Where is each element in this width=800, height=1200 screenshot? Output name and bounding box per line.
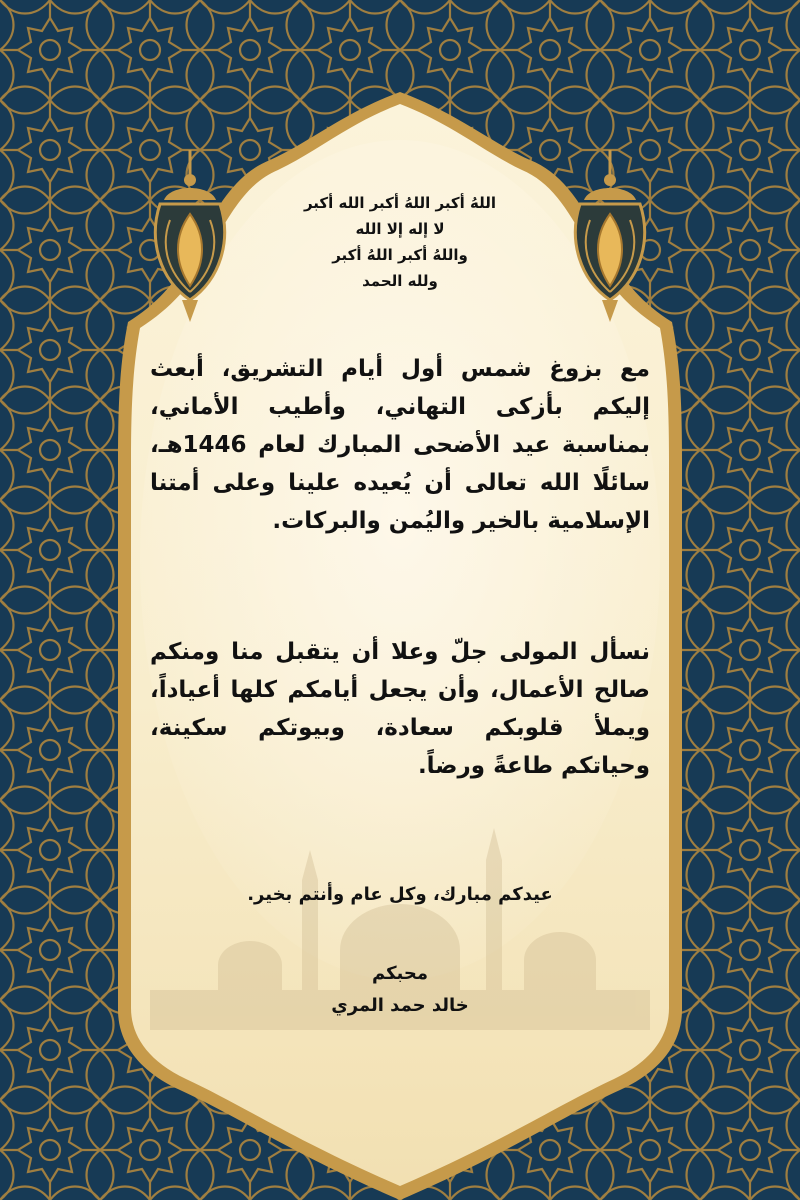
signature-name: خالد حمد المري — [331, 995, 469, 1016]
takbir-line: واللهُ أكبر اللهُ أكبر — [332, 246, 468, 264]
takbir-line: ولله الحمد — [362, 272, 438, 290]
signature-block — [220, 958, 580, 1022]
greeting-paragraph-2: نسأل المولى جلّ وعلا أن يتقبل منا ومنكم صالح الأعمال، وأن يجعل أيامكم كلها أعياداً، ويملأ قلوبكم سعادة، وبيوتكم سكينة، وحياتكم طاعةً ورضاً. — [150, 639, 650, 779]
takbir-line: اللهُ أكبر اللهُ أكبر الله أكبر — [303, 194, 497, 212]
takbir-block — [220, 190, 580, 294]
takbir-line: لا إله إلا الله — [355, 220, 445, 238]
closing-wish: عيدكم مبارك، وكل عام وأنتم بخير. — [247, 884, 553, 905]
signature-label: محبكم — [371, 963, 429, 984]
greeting-paragraph-1: مع بزوغ شمس أول أيام التشريق، أبعث إليكم بأزكى التهاني، وأطيب الأماني، بمناسبة عيد الأضحى المبارك لعام 1446هـ، سائلًا الله تعالى أن يُعيده علينا وعلى أمتنا الإسلامية بالخير واليُمن والبركات. — [150, 356, 650, 534]
